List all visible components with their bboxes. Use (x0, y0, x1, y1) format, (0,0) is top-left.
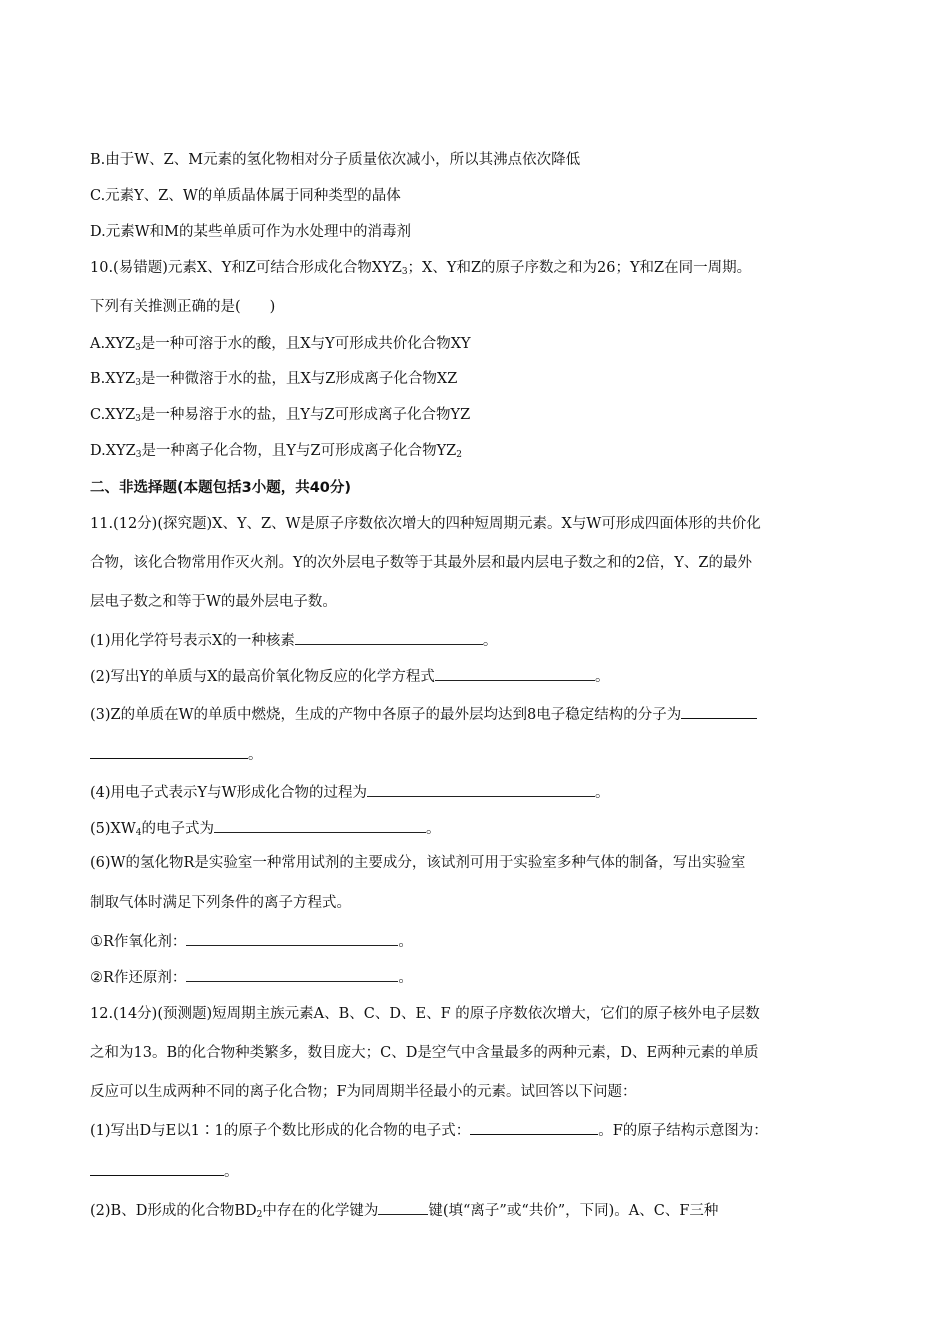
q11-part-1 (90, 630, 497, 651)
q12-part-2 (90, 1200, 718, 1221)
text: (2)写出Y的单质与X的最高价氧化物反应的化学方程式 (90, 669, 435, 685)
text: 制取气体时满足下列条件的离子方程式。 (90, 895, 351, 911)
q11-part-5 (90, 818, 441, 839)
question-11-line-3 (90, 592, 337, 612)
text: (6)W的氢化物R是实验室一种常用试剂的主要成分，该试剂可用于实验室多种气体的制备，写出实验室 (90, 855, 746, 871)
text: D.XYZ (90, 443, 136, 459)
text: ；X、Y和Z的原子序数之和为26；Y和Z在同一周期。 (407, 260, 752, 276)
subscript: 3 (135, 343, 141, 353)
question-10-prompt (90, 297, 275, 317)
text: 是一种易溶于水的盐，且Y与Z可形成离子化合物YZ (140, 407, 471, 423)
answer-blank[interactable] (214, 818, 426, 833)
text: 是一种微溶于水的盐，且X与Z形成离子化合物XZ (140, 371, 458, 387)
text: 键(填“离子”或“共价”，下同)。A、C、F三种 (428, 1203, 719, 1219)
answer-blank[interactable] (90, 744, 248, 759)
answer-blank[interactable] (470, 1120, 598, 1135)
text: 的电子式为 (141, 821, 214, 837)
text: 是一种离子化合物，且Y与Z可形成离子化合物YZ (141, 443, 457, 459)
option-b-line (90, 150, 580, 170)
text: 。 (595, 785, 610, 801)
q11-part-4 (90, 782, 610, 803)
text: ①R作氧化剂： (90, 934, 187, 950)
q11-part-6-reductant (90, 967, 413, 988)
subscript: 3 (135, 378, 141, 388)
question-12-line-3 (90, 1082, 637, 1102)
q11-part-6-oxidant (90, 931, 413, 952)
text: 10.(易错题)元素X、Y和Z可结合形成化合物XYZ (90, 260, 402, 276)
text: ②R作还原剂： (90, 970, 187, 986)
text: B.由于W、Z、M元素的氢化物相对分子质量依次减小，所以其沸点依次降低 (90, 152, 581, 168)
section-heading (90, 478, 351, 498)
text: 二、非选择题(本题包括3小题，共40分) (90, 480, 352, 496)
text: 中存在的化学键为 (262, 1203, 379, 1219)
q11-part-2 (90, 666, 609, 687)
text: (4)用电子式表示Y与W形成化合物的过程为 (90, 785, 368, 801)
text: 。 (398, 970, 413, 986)
text: C.XYZ (90, 407, 136, 423)
subscript: 3 (135, 414, 141, 424)
text: 层电子数之和等于W的最外层电子数。 (90, 594, 337, 610)
text: 之和为13。B的化合物种类繁多，数目庞大；C、D是空气中含量最多的两种元素，D、E两种元素的单质 (90, 1045, 759, 1061)
question-10-line (90, 258, 751, 278)
text: (3)Z的单质在W的单质中燃烧，生成的产物中各原子的最外层均达到8电子稳定结构的分子为 (90, 707, 682, 723)
text: 12.(14分)(预测题)短周期主族元素A、B、C、D、E、F 的原子序数依次增大，它们的原子核外电子层数 (90, 1006, 760, 1022)
text: 。 (224, 1164, 239, 1180)
subscript: 2 (456, 450, 462, 460)
q11-part-6-line-1 (90, 853, 745, 873)
answer-blank[interactable] (186, 967, 398, 982)
q10-option-d (90, 441, 462, 461)
text: (1)写出D与E以1∶1的原子个数比形成的化合物的电子式： (90, 1123, 471, 1139)
subscript: 4 (135, 828, 142, 838)
q11-part-3-continuation (90, 744, 263, 765)
answer-blank[interactable] (90, 1161, 224, 1176)
text: B.XYZ (90, 371, 136, 387)
text: D.元素W和M的某些单质可作为水处理中的消毒剂 (90, 224, 411, 240)
text: 下列有关推测正确的是( ) (90, 299, 276, 315)
text: 。F的原子结构示意图为： (598, 1123, 768, 1139)
answer-blank[interactable] (295, 630, 483, 645)
q11-part-3 (90, 704, 757, 725)
text: 11.(12分)(探究题)X、Y、Z、W是原子序数依次增大的四种短周期元素。X与W可形成四面体形的共价化 (90, 516, 761, 532)
text: A.XYZ (90, 336, 136, 352)
subscript: 2 (256, 1210, 263, 1220)
q11-part-6-line-2 (90, 893, 351, 913)
text: C.元素Y、Z、W的单质晶体属于同种类型的晶体 (90, 188, 401, 204)
text: (2)B、D形成的化合物BD (90, 1203, 257, 1219)
text: 。 (248, 747, 263, 763)
text: (1)用化学符号表示X的一种核素 (90, 633, 295, 649)
q10-option-b (90, 369, 457, 389)
subscript: 3 (135, 450, 142, 460)
text: 。 (426, 821, 441, 837)
answer-blank[interactable] (681, 704, 757, 719)
answer-blank[interactable] (186, 931, 398, 946)
question-12-line-1 (90, 1004, 760, 1024)
question-12-line-2 (90, 1043, 759, 1063)
q12-part-1-continuation (90, 1161, 239, 1182)
option-d-line (90, 222, 411, 242)
answer-blank[interactable] (378, 1200, 428, 1215)
q10-option-a (90, 334, 471, 354)
text: 是一种可溶于水的酸，且X与Y可形成共价化合物XY (140, 336, 471, 352)
option-c-line (90, 186, 401, 206)
answer-blank[interactable] (435, 666, 595, 681)
question-11-line-2 (90, 553, 752, 573)
question-11-line-1 (90, 514, 761, 534)
text: 。 (594, 669, 610, 685)
text: 反应可以生成两种不同的离子化合物；F为同周期半径最小的元素。试回答以下问题： (90, 1084, 637, 1100)
q10-option-c (90, 405, 470, 425)
answer-blank[interactable] (367, 782, 595, 797)
text: 合物，该化合物常用作灭火剂。Y的次外层电子数等于其最外层和最内层电子数之和的2倍，Y、Z的最外 (90, 555, 752, 571)
text: 。 (398, 934, 413, 950)
subscript: 3 (401, 267, 408, 277)
q12-part-1 (90, 1120, 768, 1141)
text: (5)XW (90, 821, 136, 837)
text: 。 (482, 633, 498, 649)
